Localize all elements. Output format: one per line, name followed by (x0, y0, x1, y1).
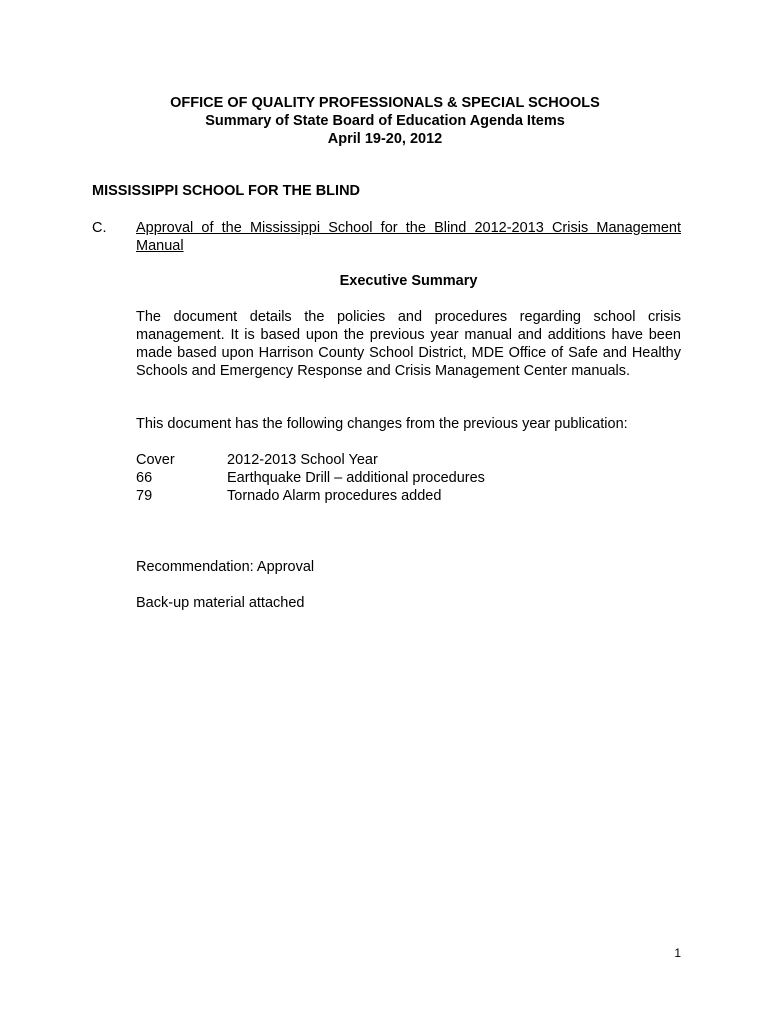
summary-title: Summary of State Board of Education Agenda Items (205, 113, 565, 129)
recommendation-text: Recommendation: Approval (136, 559, 315, 575)
document-header (0, 94, 770, 148)
executive-summary-heading: Executive Summary (339, 273, 478, 289)
change-page: Cover (136, 452, 175, 468)
change-description: Tornado Alarm procedures added (227, 488, 442, 504)
change-page: 66 (136, 470, 153, 486)
agenda-item-letter: C. (92, 220, 107, 236)
changes-table (136, 451, 485, 505)
table-row (136, 469, 485, 487)
office-title: OFFICE OF QUALITY PROFESSIONALS & SPECIAL SCHOOLS (170, 95, 600, 111)
backup-material-note: Back-up material attached (136, 595, 305, 611)
meeting-date: April 19-20, 2012 (327, 131, 443, 147)
executive-summary-paragraph: The document details the policies and procedures regarding school crisis management. It is based upon the previous year manual and additions have been made based upon Harrison County School District, MDE Office of Safe and Healthy Schools and Emergency Response and Crisis Management Center manuals. (136, 309, 681, 379)
change-description: 2012-2013 School Year (227, 452, 378, 468)
page-number: 1 (674, 946, 681, 960)
changes-intro: This document has the following changes from the previous year publication: (136, 416, 628, 432)
agenda-item-title: Approval of the Mississippi School for the Blind 2012-2013 Crisis Management Manual (136, 220, 681, 254)
school-name-heading: MISSISSIPPI SCHOOL FOR THE BLIND (92, 183, 361, 199)
change-page: 79 (136, 488, 153, 504)
table-row (136, 451, 485, 469)
change-description: Earthquake Drill – additional procedures (227, 470, 485, 486)
table-row (136, 487, 485, 505)
